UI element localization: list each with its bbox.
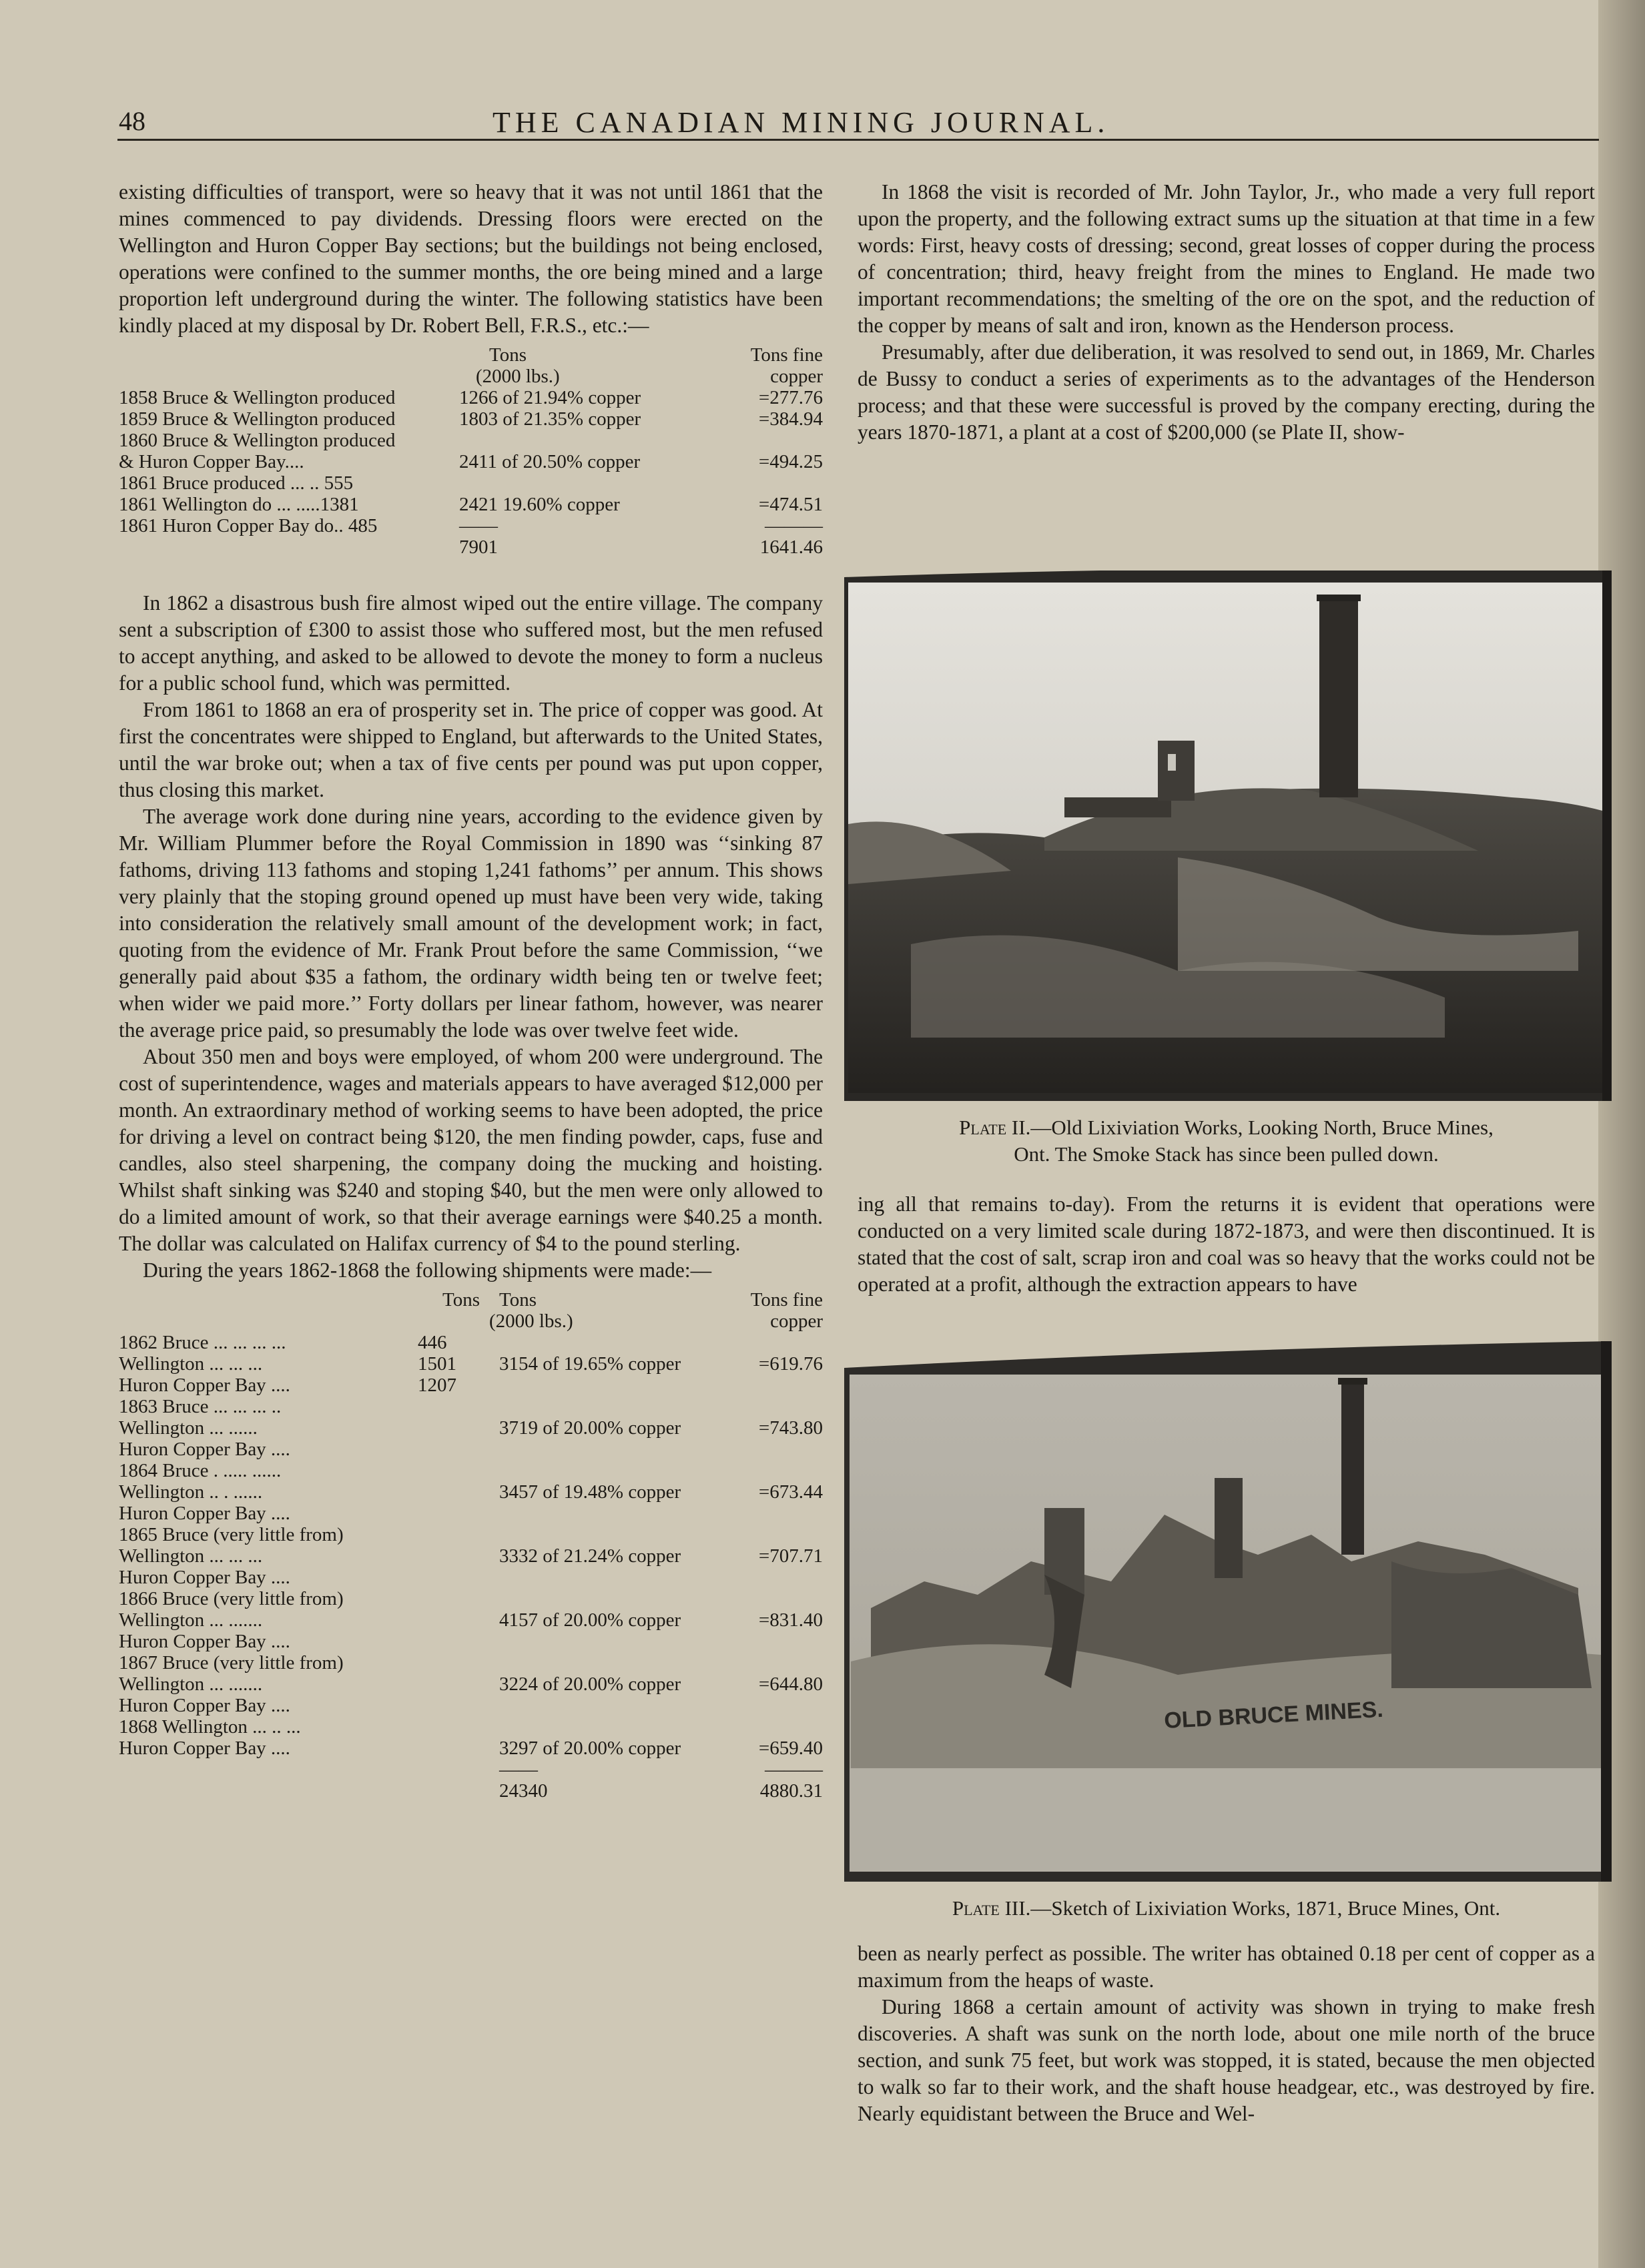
table-row [119, 1503, 823, 1524]
row-tons: 1266 of 21.94% copper [459, 387, 641, 408]
row-label: Wellington ... ....... [119, 1673, 263, 1695]
row-tons: 2421 19.60% copper [459, 494, 620, 515]
plate-ii-photo [844, 571, 1612, 1101]
table-row [119, 1481, 823, 1503]
plate-iii-caption [858, 1895, 1595, 1922]
caption-line [858, 1114, 1595, 1141]
right-column [858, 179, 1595, 446]
table-row [119, 1652, 823, 1673]
paragraph: existing difficulties of transport, were so heavy that it was not until 1861 that the mines commenced to pay dividends. Dressing floors were erected on the Wellington and Huron Copper Bay sections; but the buildings not being enclosed, operations were confined to the summer months, the ore being mined and a large proportion left underground during the winter. The following statistics have been kindly placed at my disposal by Dr. Robert Bell, F.R.S., etc.:— [119, 180, 823, 337]
row-fine: =659.40 [758, 1738, 823, 1759]
table-row [119, 1759, 823, 1780]
row-fine: =644.80 [758, 1673, 823, 1695]
row-label: 1864 Bruce . ..... ...... [119, 1460, 282, 1481]
table-header [119, 366, 823, 387]
row-label: Wellington ... ... ... [119, 1545, 263, 1567]
row-tons: 1803 of 21.35% copper [459, 408, 641, 430]
production-table-1858-1861 [119, 344, 823, 585]
header-fine-unit: copper [770, 366, 823, 387]
caption-text: III.—Sketch of Lixiviation Works, 1871, Bruce Mines, Ont. [1004, 1896, 1501, 1920]
right-column-bottom [858, 1940, 1595, 2127]
table-row [119, 1524, 823, 1545]
table-row [119, 494, 823, 515]
shipments-table-1862-1868 [119, 1289, 823, 1802]
header-tons-unit: (2000 lbs.) [476, 366, 560, 387]
row-fine: =707.71 [758, 1545, 823, 1567]
table-row [119, 1332, 823, 1353]
header-fine: Tons fine [750, 344, 823, 366]
table-row [119, 515, 823, 536]
table-header [119, 344, 823, 366]
table-row [119, 1460, 823, 1481]
row-tons: 3154 of 19.65% copper [499, 1353, 681, 1375]
row-label: 1868 Wellington ... .. ... [119, 1716, 301, 1738]
row-fine: =494.25 [758, 451, 823, 472]
row-label: 1860 Bruce & Wellington produced [119, 430, 396, 451]
row-label: Huron Copper Bay .... [119, 1375, 290, 1396]
row-label: & Huron Copper Bay.... [119, 451, 304, 472]
row-label: 1862 Bruce ... ... ... ... [119, 1332, 286, 1353]
row-fine: ——— [765, 515, 823, 536]
row-label: Huron Copper Bay .... [119, 1695, 290, 1716]
paragraph: During the years 1862-1868 the following shipments were made:— [143, 1258, 712, 1282]
header-tons-b: Tons [499, 1289, 537, 1310]
header-tons: Tons [489, 344, 527, 366]
table-row [119, 408, 823, 430]
table-header [119, 1310, 823, 1332]
table-row [119, 1631, 823, 1652]
row-label: 1867 Bruce (very little from) [119, 1652, 344, 1673]
row-qty: 1501 [418, 1353, 456, 1375]
row-label: 1866 Bruce (very little from) [119, 1588, 344, 1609]
row-fine: =831.40 [758, 1609, 823, 1631]
caption-line: Ont. The Smoke Stack has since been pulled down. [1014, 1142, 1439, 1166]
row-label: Huron Copper Bay .... [119, 1738, 290, 1759]
row-label: Huron Copper Bay .... [119, 1567, 290, 1588]
row-fine: 4880.31 [759, 1780, 823, 1802]
table-row [119, 387, 823, 408]
header-fine: Tons fine [750, 1289, 823, 1310]
row-tons: —— [459, 515, 498, 536]
row-fine: =673.44 [758, 1481, 823, 1503]
row-tons: 7901 [459, 536, 498, 558]
page-number: 48 [119, 106, 145, 136]
row-qty: 446 [418, 1332, 447, 1353]
row-tons: 3224 of 20.00% copper [499, 1673, 681, 1695]
row-label: 1865 Bruce (very little from) [119, 1524, 344, 1545]
journal-title: THE CANADIAN MINING JOURNAL. [492, 106, 1110, 139]
row-fine: =384.94 [758, 408, 823, 430]
row-tons: 3719 of 20.00% copper [499, 1417, 681, 1439]
table-row [119, 430, 823, 451]
table-row [119, 1738, 823, 1759]
paragraph: About 350 men and boys were employed, of whom 200 were underground. The cost of superintendence, wages and materials appears to have averaged $12,000 per month. An extraordinary method of working seems to have been adopted, the price for driving a level on contract being $120, the men finding powder, caps, fuse and candles, also steel sharpening, the company doing the mucking and hoisting. Whilst shaft sinking was $240 and stoping $40, but the men were only allowed to do a limited amount of work, so that their average earnings were $40.25 a month. The dollar was calculated on Halifax currency of $4 to the pound sterling. [119, 1045, 823, 1255]
header-rule [117, 139, 1599, 141]
table-row [119, 1396, 823, 1417]
table-row [119, 451, 823, 472]
plate-label: Plate [959, 1116, 1007, 1139]
page-edge [1598, 0, 1645, 2268]
row-label: 1858 Bruce & Wellington produced [119, 387, 396, 408]
row-fine: =619.76 [758, 1353, 823, 1375]
row-fine: =743.80 [758, 1417, 823, 1439]
row-label: 1861 Bruce produced ... .. 555 [119, 472, 354, 494]
row-fine: ——— [765, 1759, 823, 1780]
row-tons: 3332 of 21.24% copper [499, 1545, 681, 1567]
paragraph: During 1868 a certain amount of activity was shown in trying to make fresh discoveries. A shaft was sunk on the north lode, about one mile north of the bruce section, and sunk 75 feet, but work was stopped, it is stated, because the men objected to walk so far to their work, and the shaft house headgear, etc., was destroyed by fire. Nearly equidistant between the Bruce and Wel- [858, 1995, 1595, 2125]
row-tons: 24340 [499, 1780, 548, 1802]
table-row [119, 1588, 823, 1609]
paragraph: In 1862 a disastrous bush fire almost wiped out the entire village. The company sent a subscription of £300 to assist those who suffered most, but the men refused to accept anything, and asked to be allowed to devote the money to form a nucleus for a public school fund, which was permitted. [119, 591, 823, 695]
row-fine: 1641.46 [759, 536, 823, 558]
table-row [119, 536, 823, 558]
table-row [119, 1375, 823, 1396]
left-column [119, 179, 823, 1807]
row-label: 1861 Wellington do ... .....1381 [119, 494, 359, 515]
row-label: Wellington .. . ...... [119, 1481, 263, 1503]
row-label: Wellington ... ... ... [119, 1353, 263, 1375]
paragraph: In 1868 the visit is recorded of Mr. John Taylor, Jr., who made a very full report upon the property, and the following extract sums up the situation at that time in a few words: First, heavy costs of dressing; second, great losses of copper during the process of concentration; third, heavy freight from the mines to England. He made two important recommendations; the smelting of the ore on the spot, and the reduction of the copper by means of salt and iron, known as the Henderson process. [858, 180, 1595, 337]
header-fine-unit: copper [770, 1310, 823, 1332]
table-row [119, 1695, 823, 1716]
row-label: Wellington ... ....... [119, 1609, 263, 1631]
table-row [119, 1609, 823, 1631]
table-row [119, 1673, 823, 1695]
sketch-sign: OLD BRUCE MINES. [1163, 1696, 1384, 1734]
paragraph: From 1861 to 1868 an era of prosperity set in. The price of copper was good. At first the concentrates were shipped to England, but afterwards to the United States, until the war broke out; when a tax of five cents per pound was put upon copper, thus closing this market. [119, 698, 823, 801]
paragraph: Presumably, after due deliberation, it was resolved to send out, in 1869, Mr. Charles de Bussy to conduct a series of experiments as to the advantages of the Henderson process; and that these were successful is proved by the company erecting, during the years 1870-1871, a plant at a cost of $200,000 (se Plate II, show- [858, 340, 1595, 444]
row-label: Wellington ... ...... [119, 1417, 258, 1439]
table-header [119, 1289, 823, 1310]
row-fine: =277.76 [758, 387, 823, 408]
table-row [119, 1567, 823, 1588]
row-qty: 1207 [418, 1375, 456, 1396]
row-label: Huron Copper Bay .... [119, 1439, 290, 1460]
table-row [119, 1439, 823, 1460]
paragraph: been as nearly perfect as possible. The writer has obtained 0.18 per cent of copper as a maximum from the heaps of waste. [858, 1942, 1595, 1992]
paragraph: ing all that remains to-day). From the returns it is evident that operations were conducted on a very limited scale during 1872-1873, and were then discontinued. It is stated that the cost of salt, scrap iron and coal was so heavy that the works could not be operated at a profit, although the extraction appears to have [858, 1192, 1595, 1296]
row-label: Huron Copper Bay .... [119, 1631, 290, 1652]
row-label: Huron Copper Bay .... [119, 1503, 290, 1524]
caption-text: II.—Old Lixiviation Works, Looking North, Bruce Mines, [1011, 1116, 1494, 1139]
plate-iii-sketch [844, 1341, 1612, 1882]
table-row [119, 1716, 823, 1738]
header-tons-unit: (2000 lbs.) [489, 1310, 573, 1332]
row-tons: —— [499, 1759, 538, 1780]
row-fine: =474.51 [758, 494, 823, 515]
row-tons: 3297 of 20.00% copper [499, 1738, 681, 1759]
row-label: 1861 Huron Copper Bay do.. 485 [119, 515, 378, 536]
table-row [119, 472, 823, 494]
row-label: 1859 Bruce & Wellington produced [119, 408, 396, 430]
table-row [119, 1780, 823, 1802]
row-label: 1863 Bruce ... ... ... .. [119, 1396, 282, 1417]
plate-ii-caption [858, 1114, 1595, 1168]
table-row [119, 1545, 823, 1567]
paragraph: The average work done during nine years, according to the evidence given by Mr. William Plummer before the Royal Commission in 1890 was ‘‘sinking 87 fathoms, driving 113 fathoms and stoping 1,241 fathoms’’ per annum. This shows very plainly that the stoping ground opened up must have been very wide, taking into consideration the relatively small amount of the development work; in fact, quoting from the evidence of Mr. Frank Prout before the same Commission, ‘‘we generally paid about $35 a fathom, the ordinary width being ten or twelve feet; when wider we paid more.’’ Forty dollars per linear fathom, however, was nearer the average price paid, so presumably the lode was over twelve feet wide. [119, 805, 823, 1042]
plate-label: Plate [952, 1896, 1000, 1920]
row-tons: 2411 of 20.50% copper [459, 451, 641, 472]
table-row [119, 1353, 823, 1375]
table-row [119, 1417, 823, 1439]
row-tons: 3457 of 19.48% copper [499, 1481, 681, 1503]
right-column-middle [858, 1191, 1595, 1298]
header-tons-a: Tons [442, 1289, 480, 1310]
row-tons: 4157 of 20.00% copper [499, 1609, 681, 1631]
